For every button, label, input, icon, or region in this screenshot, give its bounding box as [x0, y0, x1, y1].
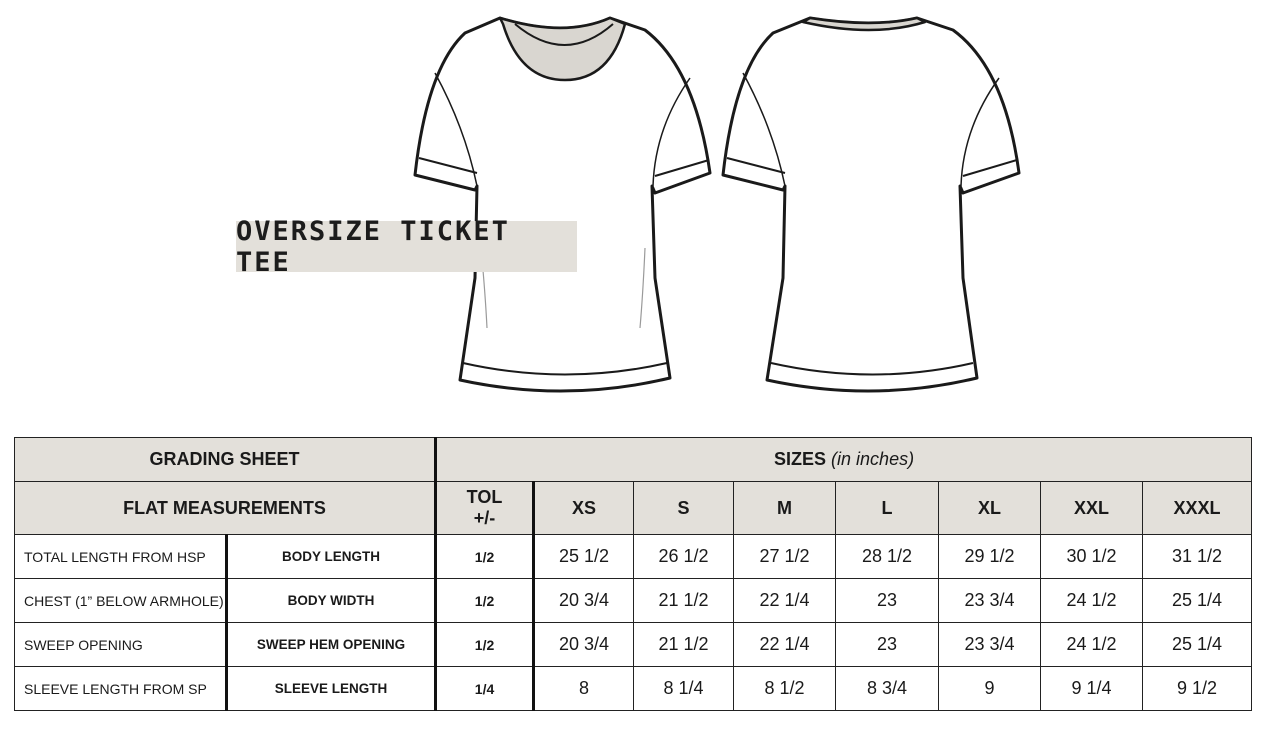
value-cell: 22 1/4: [734, 579, 836, 623]
table-row: [15, 579, 1252, 623]
value-cell: 27 1/2: [734, 535, 836, 579]
size-header-xxl: XXL: [1041, 482, 1143, 535]
row-description: SWEEP OPENING: [15, 623, 227, 667]
value-cell: 8 1/2: [734, 667, 836, 711]
value-cell: 23 3/4: [939, 579, 1041, 623]
value-cell: 21 1/2: [634, 579, 734, 623]
sizes-unit: (in inches): [831, 449, 915, 469]
value-cell: 8 1/4: [634, 667, 734, 711]
product-title-banner: [236, 215, 577, 278]
size-header-s: S: [634, 482, 734, 535]
row-tolerance: 1/2: [436, 535, 534, 579]
flat-measurements-header: FLAT MEASUREMENTS: [15, 482, 436, 535]
tol-label: TOL: [466, 487, 503, 507]
row-measurement: SWEEP HEM OPENING: [227, 623, 436, 667]
sizes-label: SIZES: [774, 449, 827, 469]
product-title: OVERSIZE TICKET TEE: [236, 215, 510, 278]
row-measurement: SLEEVE LENGTH: [227, 667, 436, 711]
value-cell: 25 1/4: [1143, 623, 1252, 667]
sizes-header: [436, 438, 1252, 482]
table-row: [15, 667, 1252, 711]
grading-sheet-header: GRADING SHEET: [15, 438, 436, 482]
row-description: SLEEVE LENGTH FROM SP: [15, 667, 227, 711]
value-cell: 24 1/2: [1041, 579, 1143, 623]
value-cell: 23 3/4: [939, 623, 1041, 667]
size-header-l: L: [836, 482, 939, 535]
value-cell: 23: [836, 579, 939, 623]
size-header-xxxl: XXXL: [1143, 482, 1252, 535]
header-row-sizes: [15, 482, 1252, 535]
row-description: CHEST (1” BELOW ARMHOLE): [15, 579, 227, 623]
tol-header: [436, 482, 534, 535]
value-cell: 8 3/4: [836, 667, 939, 711]
value-cell: 20 3/4: [534, 623, 634, 667]
size-header-m: M: [734, 482, 836, 535]
size-header-xl: XL: [939, 482, 1041, 535]
row-tolerance: 1/2: [436, 579, 534, 623]
value-cell: 20 3/4: [534, 579, 634, 623]
value-cell: 22 1/4: [734, 623, 836, 667]
value-cell: 8: [534, 667, 634, 711]
row-description: TOTAL LENGTH FROM HSP: [15, 535, 227, 579]
tshirt-front-drawing: [415, 18, 710, 391]
value-cell: 28 1/2: [836, 535, 939, 579]
value-cell: 30 1/2: [1041, 535, 1143, 579]
table-row: [15, 623, 1252, 667]
value-cell: 31 1/2: [1143, 535, 1252, 579]
value-cell: 23: [836, 623, 939, 667]
row-tolerance: 1/4: [436, 667, 534, 711]
value-cell: 25 1/4: [1143, 579, 1252, 623]
value-cell: 24 1/2: [1041, 623, 1143, 667]
row-measurement: BODY LENGTH: [227, 535, 436, 579]
tshirt-illustrations: [405, 8, 1030, 408]
value-cell: 21 1/2: [634, 623, 734, 667]
header-row-top: [15, 438, 1252, 482]
value-cell: 25 1/2: [534, 535, 634, 579]
size-header-xs: XS: [534, 482, 634, 535]
table-row: [15, 535, 1252, 579]
value-cell: 9 1/4: [1041, 667, 1143, 711]
tshirt-back-drawing: [723, 18, 1019, 391]
row-tolerance: 1/2: [436, 623, 534, 667]
row-measurement: BODY WIDTH: [227, 579, 436, 623]
value-cell: 26 1/2: [634, 535, 734, 579]
value-cell: 9: [939, 667, 1041, 711]
value-cell: 29 1/2: [939, 535, 1041, 579]
tol-sign: +/-: [473, 508, 496, 528]
value-cell: 9 1/2: [1143, 667, 1252, 711]
grading-sheet-table: [14, 437, 1252, 711]
